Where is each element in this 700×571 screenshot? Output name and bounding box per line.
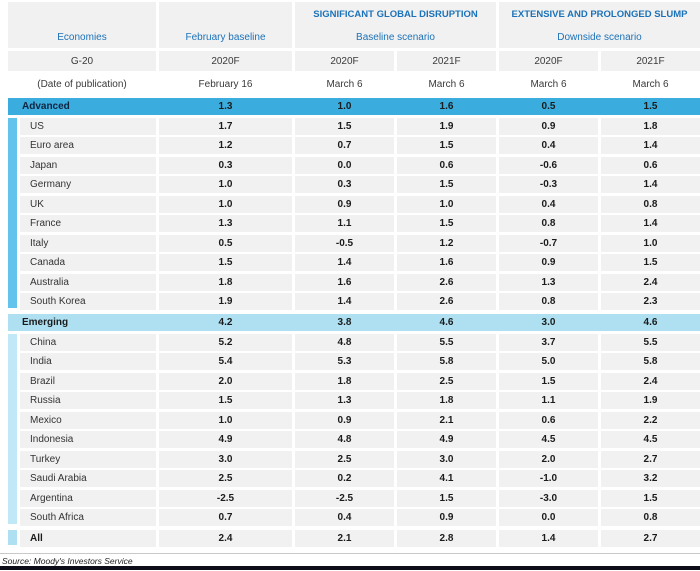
economy-row-france [8,215,700,232]
section-emerging [8,314,700,526]
value-cell: 0.9 [499,118,598,135]
value-cell: 0.4 [499,137,598,154]
value-cell: 3.0 [397,451,496,468]
downside-2021-date: March 6 [601,74,700,95]
value-cell: 2.6 [397,274,496,291]
value-cell: 1.8 [295,373,394,390]
value-cell: 2.5 [295,451,394,468]
value-cell: -2.5 [159,490,292,507]
section-row-emerging [8,314,700,331]
value-cell: 2.1 [397,412,496,429]
value-cell: 0.6 [397,157,496,174]
value-cell: 1.7 [159,118,292,135]
g20-forecast-table [8,0,700,550]
economy-row-euro-area [8,137,700,154]
value-cell: 2.7 [601,530,700,547]
section-advanced [8,98,700,310]
value-cell: 1.3 [218,101,233,112]
economy-label: Australia [20,274,156,291]
economy-label: Russia [20,392,156,409]
value-cell: 0.2 [295,470,394,487]
economy-row-saudi-arabia [8,470,700,487]
value-cell: 1.4 [601,215,700,232]
value-cell: 4.9 [159,431,292,448]
economy-label: Indonesia [20,431,156,448]
value-cell: 5.8 [397,353,496,370]
value-cell: -2.5 [295,490,394,507]
economy-label: Germany [20,176,156,193]
section-bar-advanced [8,118,17,308]
value-cell: 0.8 [499,293,598,310]
value-cell: 5.2 [159,334,292,351]
value-cell: 1.4 [295,254,394,271]
baseline-2020-date: March 6 [295,74,394,95]
spacer [8,2,156,26]
value-cell: 0.5 [159,235,292,252]
table-footer [0,553,700,566]
table-body [8,98,700,547]
baseline-scenario-label: Baseline scenario [356,31,435,43]
value-cell: 4.9 [397,431,496,448]
economy-label: Euro area [20,137,156,154]
value-cell: 4.5 [601,431,700,448]
value-cell: 1.0 [159,196,292,213]
publication-date-row [8,74,700,95]
value-cell: 3.2 [601,470,700,487]
economy-row-china [8,334,700,351]
downside-2021-label: 2021F [601,51,700,71]
value-cell: 0.7 [295,137,394,154]
downside-2020-date: March 6 [499,74,598,95]
economy-label: South Korea [20,293,156,310]
value-cell: 1.0 [159,176,292,193]
section-bar-emerging [8,334,17,524]
value-cell: 1.5 [397,137,496,154]
economy-row-india [8,353,700,370]
value-cell: 5.5 [397,334,496,351]
value-cell: -0.5 [295,235,394,252]
value-cell: 3.0 [159,451,292,468]
economy-row-south-africa [8,509,700,526]
value-cell: 5.4 [159,353,292,370]
value-cell: 1.3 [499,274,598,291]
value-cell: 1.9 [159,293,292,310]
value-cell: 1.2 [397,235,496,252]
downside-2020-label: 2020F [499,51,598,71]
value-cell: 0.3 [295,176,394,193]
value-cell: 0.8 [601,509,700,526]
value-cell: 0.9 [397,509,496,526]
economy-row-italy [8,235,700,252]
economy-label: Turkey [20,451,156,468]
economy-row-us [8,118,700,135]
value-cell: 3.0 [541,317,556,328]
value-cell: 1.5 [499,373,598,390]
value-cell: 1.3 [295,392,394,409]
feb-year-label: 2020F [159,51,292,71]
economies-header: Economies [57,31,107,43]
value-cell: 4.8 [295,431,394,448]
economy-row-turkey [8,451,700,468]
value-cell: 0.6 [499,412,598,429]
value-cell: 2.0 [499,451,598,468]
value-cell: 2.0 [159,373,292,390]
value-cell: 0.8 [499,215,598,232]
value-cell: 2.1 [295,530,394,547]
value-cell: 2.3 [601,293,700,310]
economy-label: South Africa [20,509,156,526]
value-cell: 1.8 [397,392,496,409]
economies-header-block [8,2,156,48]
economy-label: Italy [20,235,156,252]
section-bar-all [8,530,17,545]
economy-label: UK [20,196,156,213]
date-of-publication-label: (Date of publication) [8,74,156,95]
value-cell: -0.3 [499,176,598,193]
value-cell: 2.4 [601,274,700,291]
value-cell: 1.5 [601,490,700,507]
section-row-all [8,530,700,547]
value-cell: 1.6 [295,274,394,291]
baseline-scenario-block [295,2,496,48]
value-cell: 0.4 [295,509,394,526]
baseline-2021-label: 2021F [397,51,496,71]
value-cell: 1.3 [159,215,292,232]
value-cell: 1.4 [499,530,598,547]
value-cell: 0.9 [295,196,394,213]
february-baseline-header: February baseline [185,31,266,43]
value-cell: -3.0 [499,490,598,507]
value-cell: 2.4 [159,530,292,547]
value-cell: 1.5 [601,254,700,271]
value-cell: 1.5 [397,490,496,507]
value-cell: 0.7 [159,509,292,526]
value-cell: 3.7 [499,334,598,351]
economy-row-russia [8,392,700,409]
value-cell: 4.2 [218,317,233,328]
value-cell: 5.5 [601,334,700,351]
baseline-2021-date: March 6 [397,74,496,95]
value-cell: 0.3 [159,157,292,174]
value-cell: 1.5 [295,118,394,135]
value-cell: 0.4 [499,196,598,213]
value-cell: 1.5 [159,392,292,409]
value-cell: 1.4 [295,293,394,310]
economy-row-japan [8,157,700,174]
value-cell: 4.1 [397,470,496,487]
value-cell: 1.8 [601,118,700,135]
value-cell: -0.7 [499,235,598,252]
economy-label: Saudi Arabia [20,470,156,487]
value-cell: 0.9 [295,412,394,429]
value-cell: 1.1 [295,215,394,232]
economy-label: Advanced [22,101,70,112]
value-cell: 4.6 [439,317,454,328]
value-cell: 1.0 [601,235,700,252]
economy-label: Mexico [20,412,156,429]
value-cell: 4.6 [643,317,658,328]
value-cell: 1.8 [159,274,292,291]
economy-label: France [20,215,156,232]
economy-row-south-korea [8,293,700,310]
economy-row-uk [8,196,700,213]
value-cell: 2.4 [601,373,700,390]
value-cell: 4.5 [499,431,598,448]
section-all [8,530,700,547]
economy-label: Canada [20,254,156,271]
feb-date: February 16 [159,74,292,95]
downside-scenario-label: Downside scenario [557,31,642,43]
value-cell: 4.8 [295,334,394,351]
economy-label: Brazil [20,373,156,390]
value-cell: 3.8 [337,317,352,328]
value-cell: 2.8 [397,530,496,547]
value-cell: 5.8 [601,353,700,370]
significant-disruption-title: SIGNIFICANT GLOBAL DISRUPTION [313,9,478,20]
year-header-row [8,51,700,71]
value-cell: 2.6 [397,293,496,310]
source-note: Source: Moody's Investors Service [2,556,133,566]
economy-row-germany [8,176,700,193]
economy-label: Argentina [20,490,156,507]
economy-label: India [20,353,156,370]
value-cell: 0.6 [601,157,700,174]
value-cell: 1.5 [397,176,496,193]
value-cell: 1.5 [643,101,658,112]
table-header-band [8,2,700,48]
value-cell: -0.6 [499,157,598,174]
g20-label: G-20 [8,51,156,71]
value-cell: 1.6 [439,101,454,112]
economy-label: Emerging [22,317,69,328]
economy-row-mexico [8,412,700,429]
value-cell: 1.9 [397,118,496,135]
economy-label: US [20,118,156,135]
downside-scenario-block [499,2,700,48]
value-cell: 0.0 [499,509,598,526]
economy-label: China [20,334,156,351]
value-cell: 1.4 [601,176,700,193]
section-row-advanced [8,98,700,115]
value-cell: 1.2 [159,137,292,154]
value-cell: 1.0 [159,412,292,429]
value-cell: 2.5 [397,373,496,390]
value-cell: 1.0 [397,196,496,213]
economy-row-argentina [8,490,700,507]
economy-row-brazil [8,373,700,390]
value-cell: 1.0 [337,101,352,112]
february-baseline-header-block [159,2,292,48]
value-cell: 0.5 [541,101,556,112]
value-cell: 1.5 [159,254,292,271]
value-cell: 0.8 [601,196,700,213]
economy-label: Japan [20,157,156,174]
value-cell: 2.5 [159,470,292,487]
prolonged-slump-title: EXTENSIVE AND PROLONGED SLUMP [511,9,688,20]
value-cell: 2.7 [601,451,700,468]
value-cell: 5.3 [295,353,394,370]
baseline-2020-label: 2020F [295,51,394,71]
economy-row-indonesia [8,431,700,448]
economy-row-canada [8,254,700,271]
value-cell: 0.0 [295,157,394,174]
value-cell: 0.9 [499,254,598,271]
value-cell: 1.1 [499,392,598,409]
value-cell: 1.5 [397,215,496,232]
value-cell: 1.4 [601,137,700,154]
value-cell: -1.0 [499,470,598,487]
bottom-rule [0,566,700,571]
value-cell: 5.0 [499,353,598,370]
economy-row-australia [8,274,700,291]
value-cell: 1.6 [397,254,496,271]
economy-label: All [20,530,156,547]
value-cell: 2.2 [601,412,700,429]
value-cell: 1.9 [601,392,700,409]
spacer [159,2,292,26]
